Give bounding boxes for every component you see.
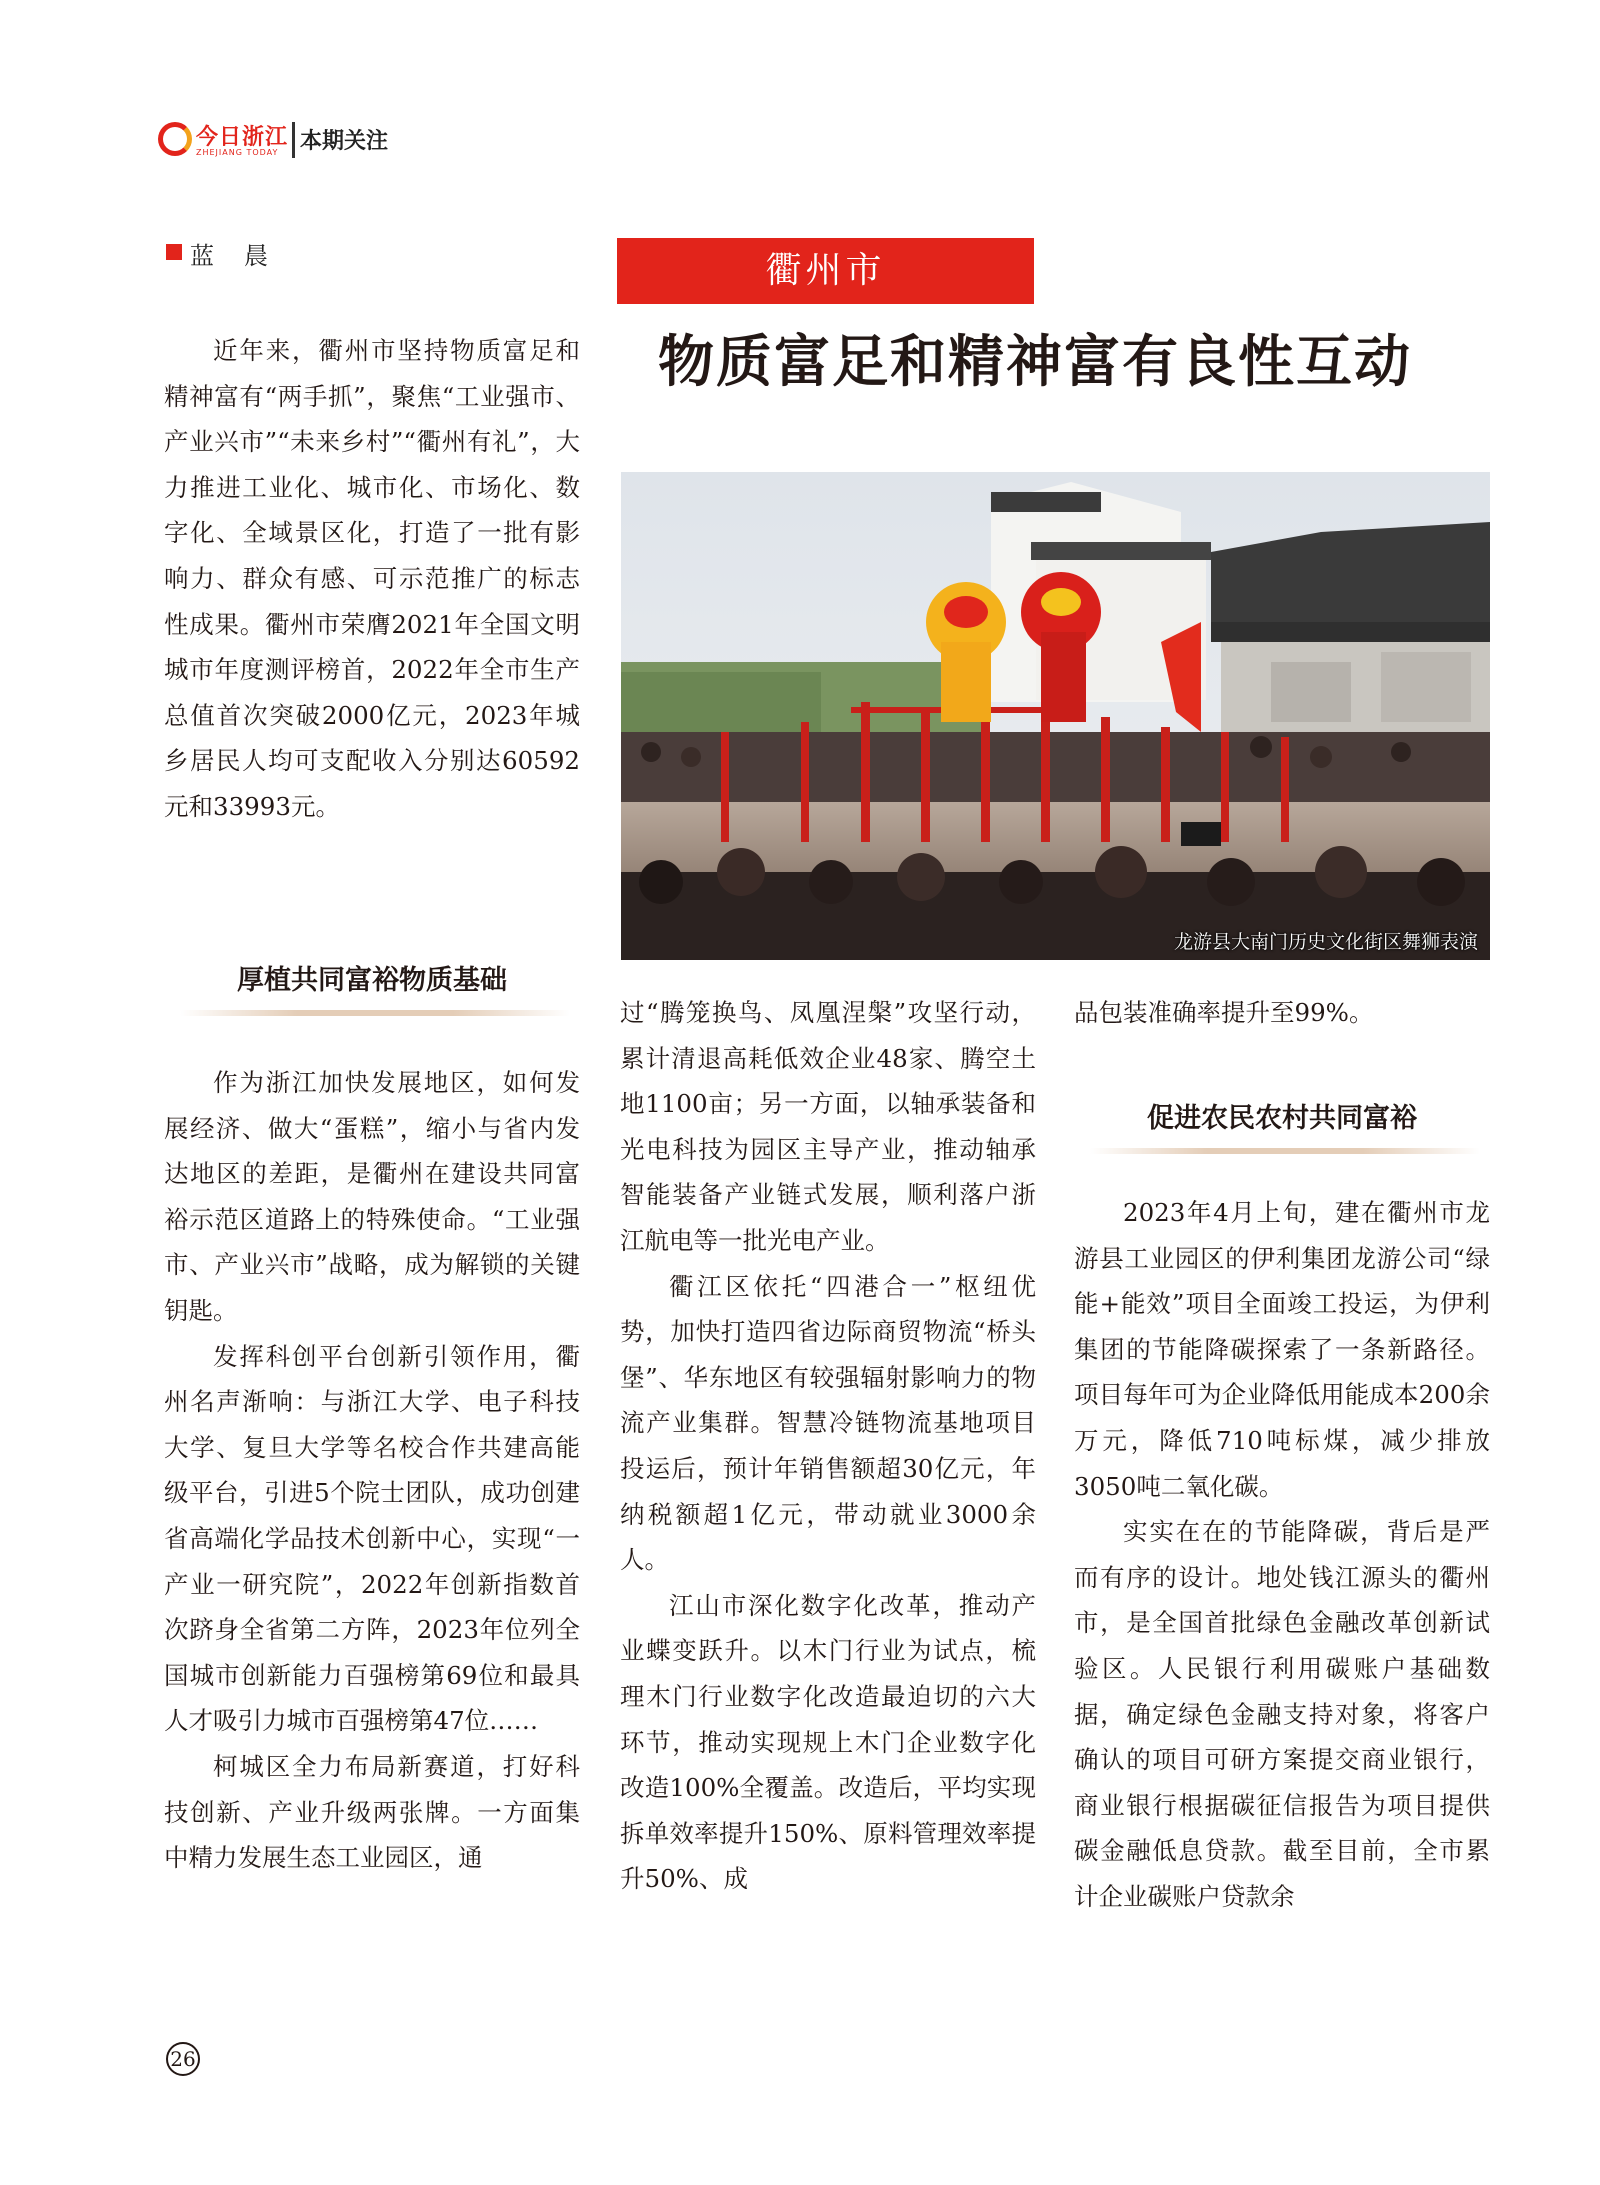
- subheading-2: 促进农民农村共同富裕: [1147, 1103, 1417, 1134]
- header-divider: [292, 122, 295, 158]
- section-label: 本期关注: [300, 129, 389, 154]
- paragraph: 柯城区全力布局新赛道，打好科技创新、产业升级两张牌。一方面集中精力发展生态工业园区，通: [164, 1751, 580, 1873]
- logo-mark-icon: [158, 122, 192, 156]
- city-label: 衢州市: [765, 250, 886, 291]
- paragraph-continuation: 品包装准确率提升至99%。: [1074, 998, 1374, 1027]
- paragraph: 2023年4月上旬，建在衢州市龙游县工业园区的伊利集团龙游公司“绿能+能效”项目全面竣工投运，为伊利集团的节能降碳探索了一条新路径。项目每年可为企业降低用能成本200余万元，降低710吨标煤，减少排放3050吨二氧化碳。: [1074, 1198, 1490, 1501]
- subheading-underline: [180, 1010, 570, 1016]
- magazine-logo: [158, 118, 288, 164]
- lion-dance-photo: [621, 472, 1490, 960]
- author-marker: [166, 244, 182, 260]
- paragraph: 江山市深化数字化改革，推动产业蝶变跃升。以木门行业为试点，梳理木门行业数字化改造最迫切的六大环节，推动实现规上木门企业数字化改造100%全覆盖。改造后，平均实现拆单效率提升150%、原料管理效率提升50%、成: [620, 1590, 1036, 1894]
- article-column-1: [164, 328, 580, 830]
- logo-subtext: ZHEJIANG TODAY: [196, 148, 279, 157]
- paragraph-continuation: 过“腾笼换鸟、凤凰涅槃”攻坚行动，累计清退高耗低效企业48家、腾空土地1100亩；另一方面，以轴承装备和光电科技为园区主导产业，推动轴承智能装备产业链式发展，顺利落户浙江航电等一批光电产业。: [620, 998, 1036, 1255]
- paragraph: 衢江区依托“四港合一”枢纽优势，加快打造四省边际商贸物流“桥头堡”、华东地区有较强辐射影响力的物流产业集群。智慧冷链物流基地项目投运后，预计年销售额超30亿元，年纳税额超1亿元，带动就业3000余人。: [620, 1271, 1036, 1575]
- article-column-2: [620, 990, 1036, 1902]
- subheading-1: 厚植共同富裕物质基础: [237, 965, 507, 996]
- article-column-1-lower: [164, 1060, 580, 1881]
- article-column-3-lower: [1074, 1190, 1490, 1920]
- paragraph: 作为浙江加快发展地区，如何发展经济、做大“蛋糕”，缩小与省内发达地区的差距，是衢州在建设共同富裕示范区道路上的特殊使命。“工业强市、产业兴市”战略，成为解锁的关键钥匙。: [164, 1068, 580, 1325]
- photo-caption: 龙游县大南门历史文化街区舞狮表演: [1173, 931, 1478, 953]
- page-number: 26: [166, 2042, 200, 2076]
- author-name: 蓝晨: [190, 242, 298, 270]
- page-title: 物质富足和精神富有良性互动: [658, 329, 1412, 395]
- paragraph: 发挥科创平台创新引领作用，衢州名声渐响：与浙江大学、电子科技大学、复旦大学等名校合作共建高能级平台，引进5个院士团队，成功创建省高端化学品技术创新中心，实现“一产业一研究院”，2022年创新指数首次跻身全省第二方阵，2023年位列全国城市创新能力百强榜第69位和最具人才吸引力城市百强榜第47位……: [164, 1341, 580, 1736]
- logo-text: 今日浙江: [196, 125, 289, 150]
- subheading-underline: [1090, 1148, 1480, 1154]
- intro-paragraph: 近年来，衢州市坚持物质富足和精神富有“两手抓”，聚焦“工业强市、产业兴市”“未来乡村”“衢州有礼”，大力推进工业化、城市化、市场化、数字化、全域景区化，打造了一批有影响力、群众有感、可示范推广的标志性成果。衢州市荣膺2021年全国文明城市年度测评榜首，2022年全市生产总值首次突破2000亿元，2023年城乡居民人均可支配收入分别达60592元和33993元。: [164, 336, 580, 821]
- article-column-3: [1074, 990, 1490, 1036]
- paragraph: 实实在在的节能降碳，背后是严而有序的设计。地处钱江源头的衢州市，是全国首批绿色金融改革创新试验区。人民银行利用碳账户基础数据，确定绿色金融支持对象，将客户确认的项目可研方案提交商业银行，商业银行根据碳征信报告为项目提供碳金融低息贷款。截至目前，全市累计企业碳账户贷款余: [1074, 1517, 1490, 1911]
